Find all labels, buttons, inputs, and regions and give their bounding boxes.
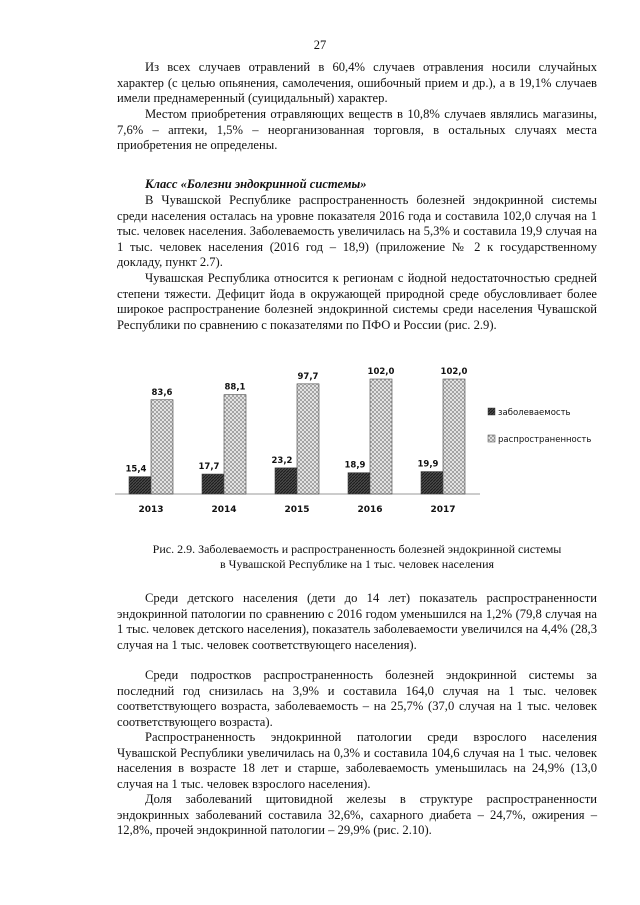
paragraph-endocrine-overview: В Чувашской Республике распространенность болезней эндокринной системы среди населения осталась на уровне показателя 2016 года и составила 102,0 случая на 1 тыс. человек населения. Заболеваемость увеличилась на 5,3% и составила 19,9 случая на 1 тыс. человек населения (2016 год – 18,9) (приложение № 2 к государственному докладу, пункт 2.7). <box>117 193 597 269</box>
caption-line-1: Рис. 2.9. Заболеваемость и распространенность болезней эндокринной системы <box>152 542 562 556</box>
legend-label-incidence: заболеваемость <box>498 408 571 418</box>
tick-label-2013: 2013 <box>138 505 164 515</box>
tick-label-2017: 2017 <box>430 505 456 515</box>
page-number: 27 <box>313 38 327 52</box>
tick-label-2014: 2014 <box>211 505 237 515</box>
data-label-incidence-2016: 18,9 <box>344 460 366 471</box>
bar-prevalence-2016 <box>370 379 392 494</box>
data-label-incidence-2015: 23,2 <box>271 455 293 466</box>
data-label-prevalence-2017: 102,0 <box>440 367 468 378</box>
paragraph-thyroid-share: Доля заболеваний щитовидной железы в структуре распространенности эндокринных заболеваний составила 32,6%, сахарного диабета – 24,7%, ожирения – 12,8%, прочей эндокринной патологии – 29,9% (рис. 2.10). <box>117 792 597 837</box>
section-heading: Класс «Болезни эндокринной системы» <box>145 177 367 191</box>
data-label-incidence-2014: 17,7 <box>198 462 220 473</box>
bar-incidence-2015 <box>275 468 297 494</box>
tick-label-2015: 2015 <box>284 505 310 515</box>
legend-swatch-incidence <box>488 408 495 415</box>
bar-incidence-2017 <box>421 472 443 494</box>
legend-label-prevalence: распространенность <box>498 435 592 445</box>
bar-prevalence-2015 <box>297 384 319 494</box>
caption-line-2: в Чувашской Республике на 1 тыс. человек населения <box>219 557 495 571</box>
data-label-prevalence-2014: 88,1 <box>224 382 246 393</box>
paragraph-adults: Распространенность эндокринной патологии среди взрослого населения Чувашской Республики увеличилась на 0,3% и составила 104,6 случая на 1 тыс. человек населения в возрасте 18 лет и старше, заболеваемость уменьшилась на 24,9% (13,0 случая на 1 тыс. человек взрослого населения). <box>117 730 597 791</box>
paragraph-children: Среди детского населения (дети до 14 лет) показатель распространенности эндокринной патологии по сравнению с 2016 годом уменьшился на 1,2% (79,8 случая на 1 тыс. человек детского населения), показатель заболеваемости увеличился на 4,4% (28,3 случая на 1 тыс. человек соответствующего населения). <box>117 591 597 652</box>
data-label-prevalence-2013: 83,6 <box>151 387 173 398</box>
bar-prevalence-2013 <box>151 400 173 494</box>
legend-swatch-prevalence <box>488 435 495 442</box>
data-label-incidence-2013: 15,4 <box>125 464 147 475</box>
figure-caption <box>117 542 597 572</box>
bar-incidence-2014 <box>202 474 224 494</box>
paragraph-adolescents: Среди подростков распространенность болезней эндокринной системы за последний год снизилась на 3,9% и составила 164,0 случая на 1 тыс. человек соответствующего возраста, заболеваемость – на 25,7% (37,0 случая на 1 тыс. человек соответствующего возраста). <box>117 668 597 729</box>
tick-label-2016: 2016 <box>357 505 383 515</box>
paragraph-iodine-deficiency: Чувашская Республика относится к регионам с йодной недостаточностью средней степени тяжести. Дефицит йода в окружающей природной среде обусловливает более широкое распространение болезней эндокринной системы среди населения Чувашской Республики по сравнению с показателями по ПФО и России (рис. 2.9). <box>117 271 597 332</box>
paragraph-poisoning-character: Из всех случаев отравлений в 60,4% случаев отравления носили случайных характер (с целью опьянения, самолечения, ошибочный прием и др.), а в 19,1% случаев имели преднамеренный (суицидальный) характер. <box>117 60 597 105</box>
endocrine-bar-chart <box>115 362 595 522</box>
paragraph-poisoning-sources: Местом приобретения отравляющих веществ в 10,8% случаев являлись магазины, 7,6% – аптеки, 1,5% – неорганизованная торговля, в остальных случаях места приобретения не определены. <box>117 107 597 152</box>
bar-prevalence-2017 <box>443 379 465 494</box>
data-label-prevalence-2016: 102,0 <box>367 367 395 378</box>
bar-prevalence-2014 <box>224 395 246 494</box>
data-label-incidence-2017: 19,9 <box>417 459 439 470</box>
bar-incidence-2016 <box>348 473 370 494</box>
data-label-prevalence-2015: 97,7 <box>297 371 319 382</box>
bar-incidence-2013 <box>129 477 151 494</box>
